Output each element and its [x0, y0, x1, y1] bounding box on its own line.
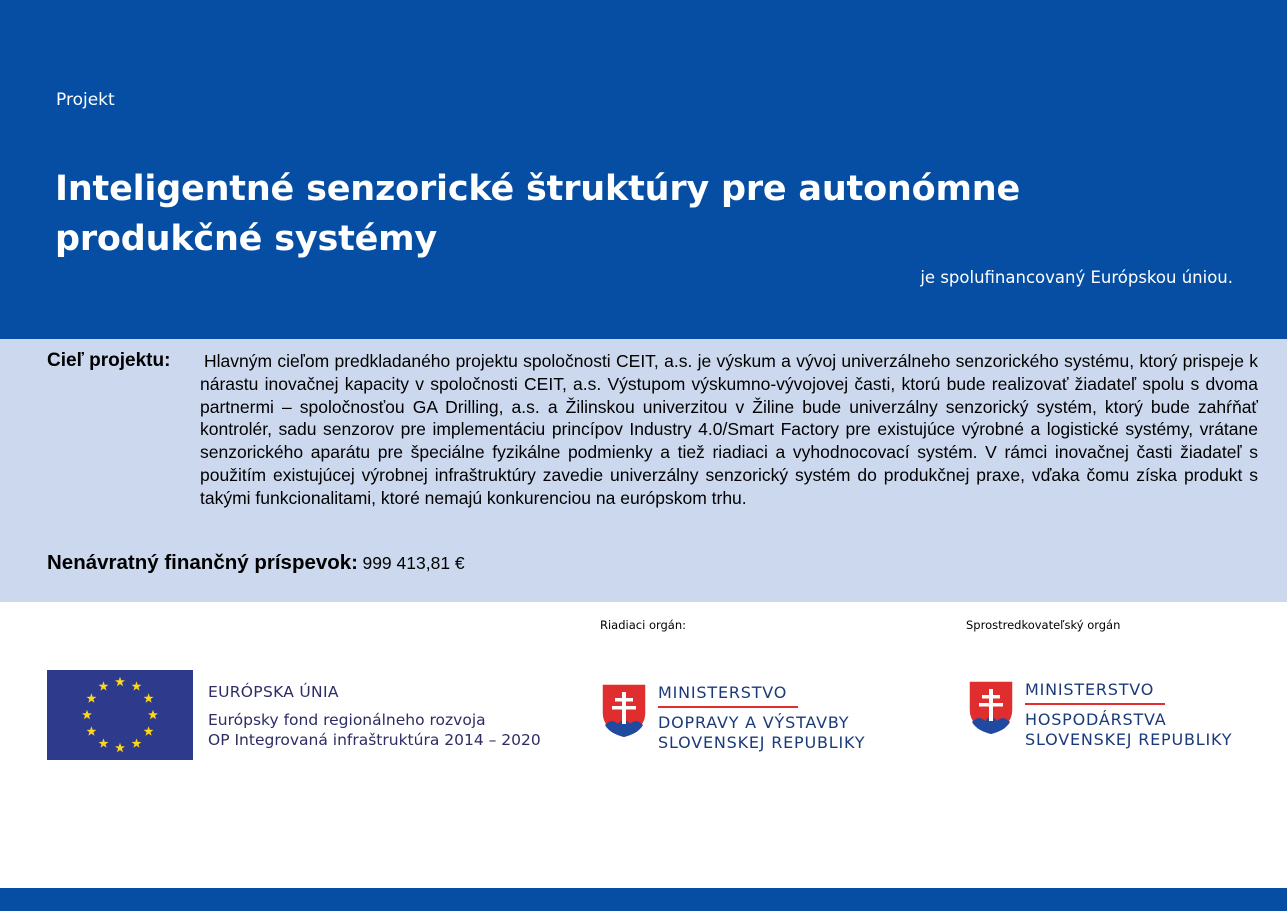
ministry-transport-name: DOPRAVY A VÝSTAVBY [658, 713, 850, 732]
ministry-economy-name: HOSPODÁRSTVA [1025, 710, 1167, 729]
eu-logo-text [208, 682, 541, 750]
managing-authority-caption: Riadiaci orgán: [600, 618, 687, 632]
eu-logo-title: EURÓPSKA ÚNIA [208, 683, 339, 701]
project-title: Inteligentné senzorické štruktúry pre autonómne produkčné systémy [55, 169, 1021, 259]
ministry-economy-title: MINISTERSTVO [1025, 680, 1165, 705]
ministry-transport-title: MINISTERSTVO [658, 683, 798, 708]
slovak-coat-of-arms-icon [968, 680, 1014, 736]
goal-label: Cieľ projektu: [47, 350, 171, 371]
project-header [0, 0, 1287, 339]
grant-value: 999 413,81 € [362, 553, 465, 573]
eu-logo-programme: OP Integrovaná infraštruktúra 2014 – 2020 [208, 731, 541, 749]
slovak-coat-of-arms-icon [601, 683, 647, 739]
footer-bar [0, 888, 1287, 911]
eu-logo-fund: Európsky fond regionálneho rozvoja [208, 711, 486, 729]
grant-label: Nenávratný finančný príspevok: [47, 551, 359, 574]
eu-flag-logo [47, 670, 193, 760]
ministry-economy-country: SLOVENSKEJ REPUBLIKY [1025, 730, 1233, 749]
goal-text: Hlavným cieľom predkladaného projektu spoločnosti CEIT, a.s. je výskum a vývoj univerzálneho senzorického systému, ktorý prispeje k nárastu inovačnej kapacity v spoločnosti CEIT, a.s. Výstupom výskumno-vývojovej časti, ktorú bude realizovať žiadateľ spolu s dvoma partnermi – spoločnosťou GA Drilling, a.s. a Žilinskou univerzitou v Žiline bude univerzálny senzorický systém, ktorý bude zahŕňať kontrolér, sadu senzorov pre implementáciu princípov Industry 4.0/Smart Factory pre existujúce výrobné a logistické systémy, vrátane senzorického aparátu pre špeciálne fyzikálne podmienky a tiež riadiaci a vyhodnocovací systém. V rámci inovačnej časti žiadateľ s použitím existujúcej výrobnej infraštruktúry zavedie univerzálny senzorický systém do produkčnej praxe, vďaka čomu získa produkt s takými funkcionalitami, ktoré nemajú konkurenciou na európskom trhu. [200, 351, 1258, 508]
project-kicker: Projekt [56, 90, 115, 110]
cofinanced-note: je spolufinancovaný Európskou úniou. [920, 268, 1233, 287]
intermediate-body-caption: Sprostredkovateľský orgán [966, 618, 1121, 632]
ministry-transport-country: SLOVENSKEJ REPUBLIKY [658, 733, 866, 752]
grant-row [47, 551, 465, 575]
